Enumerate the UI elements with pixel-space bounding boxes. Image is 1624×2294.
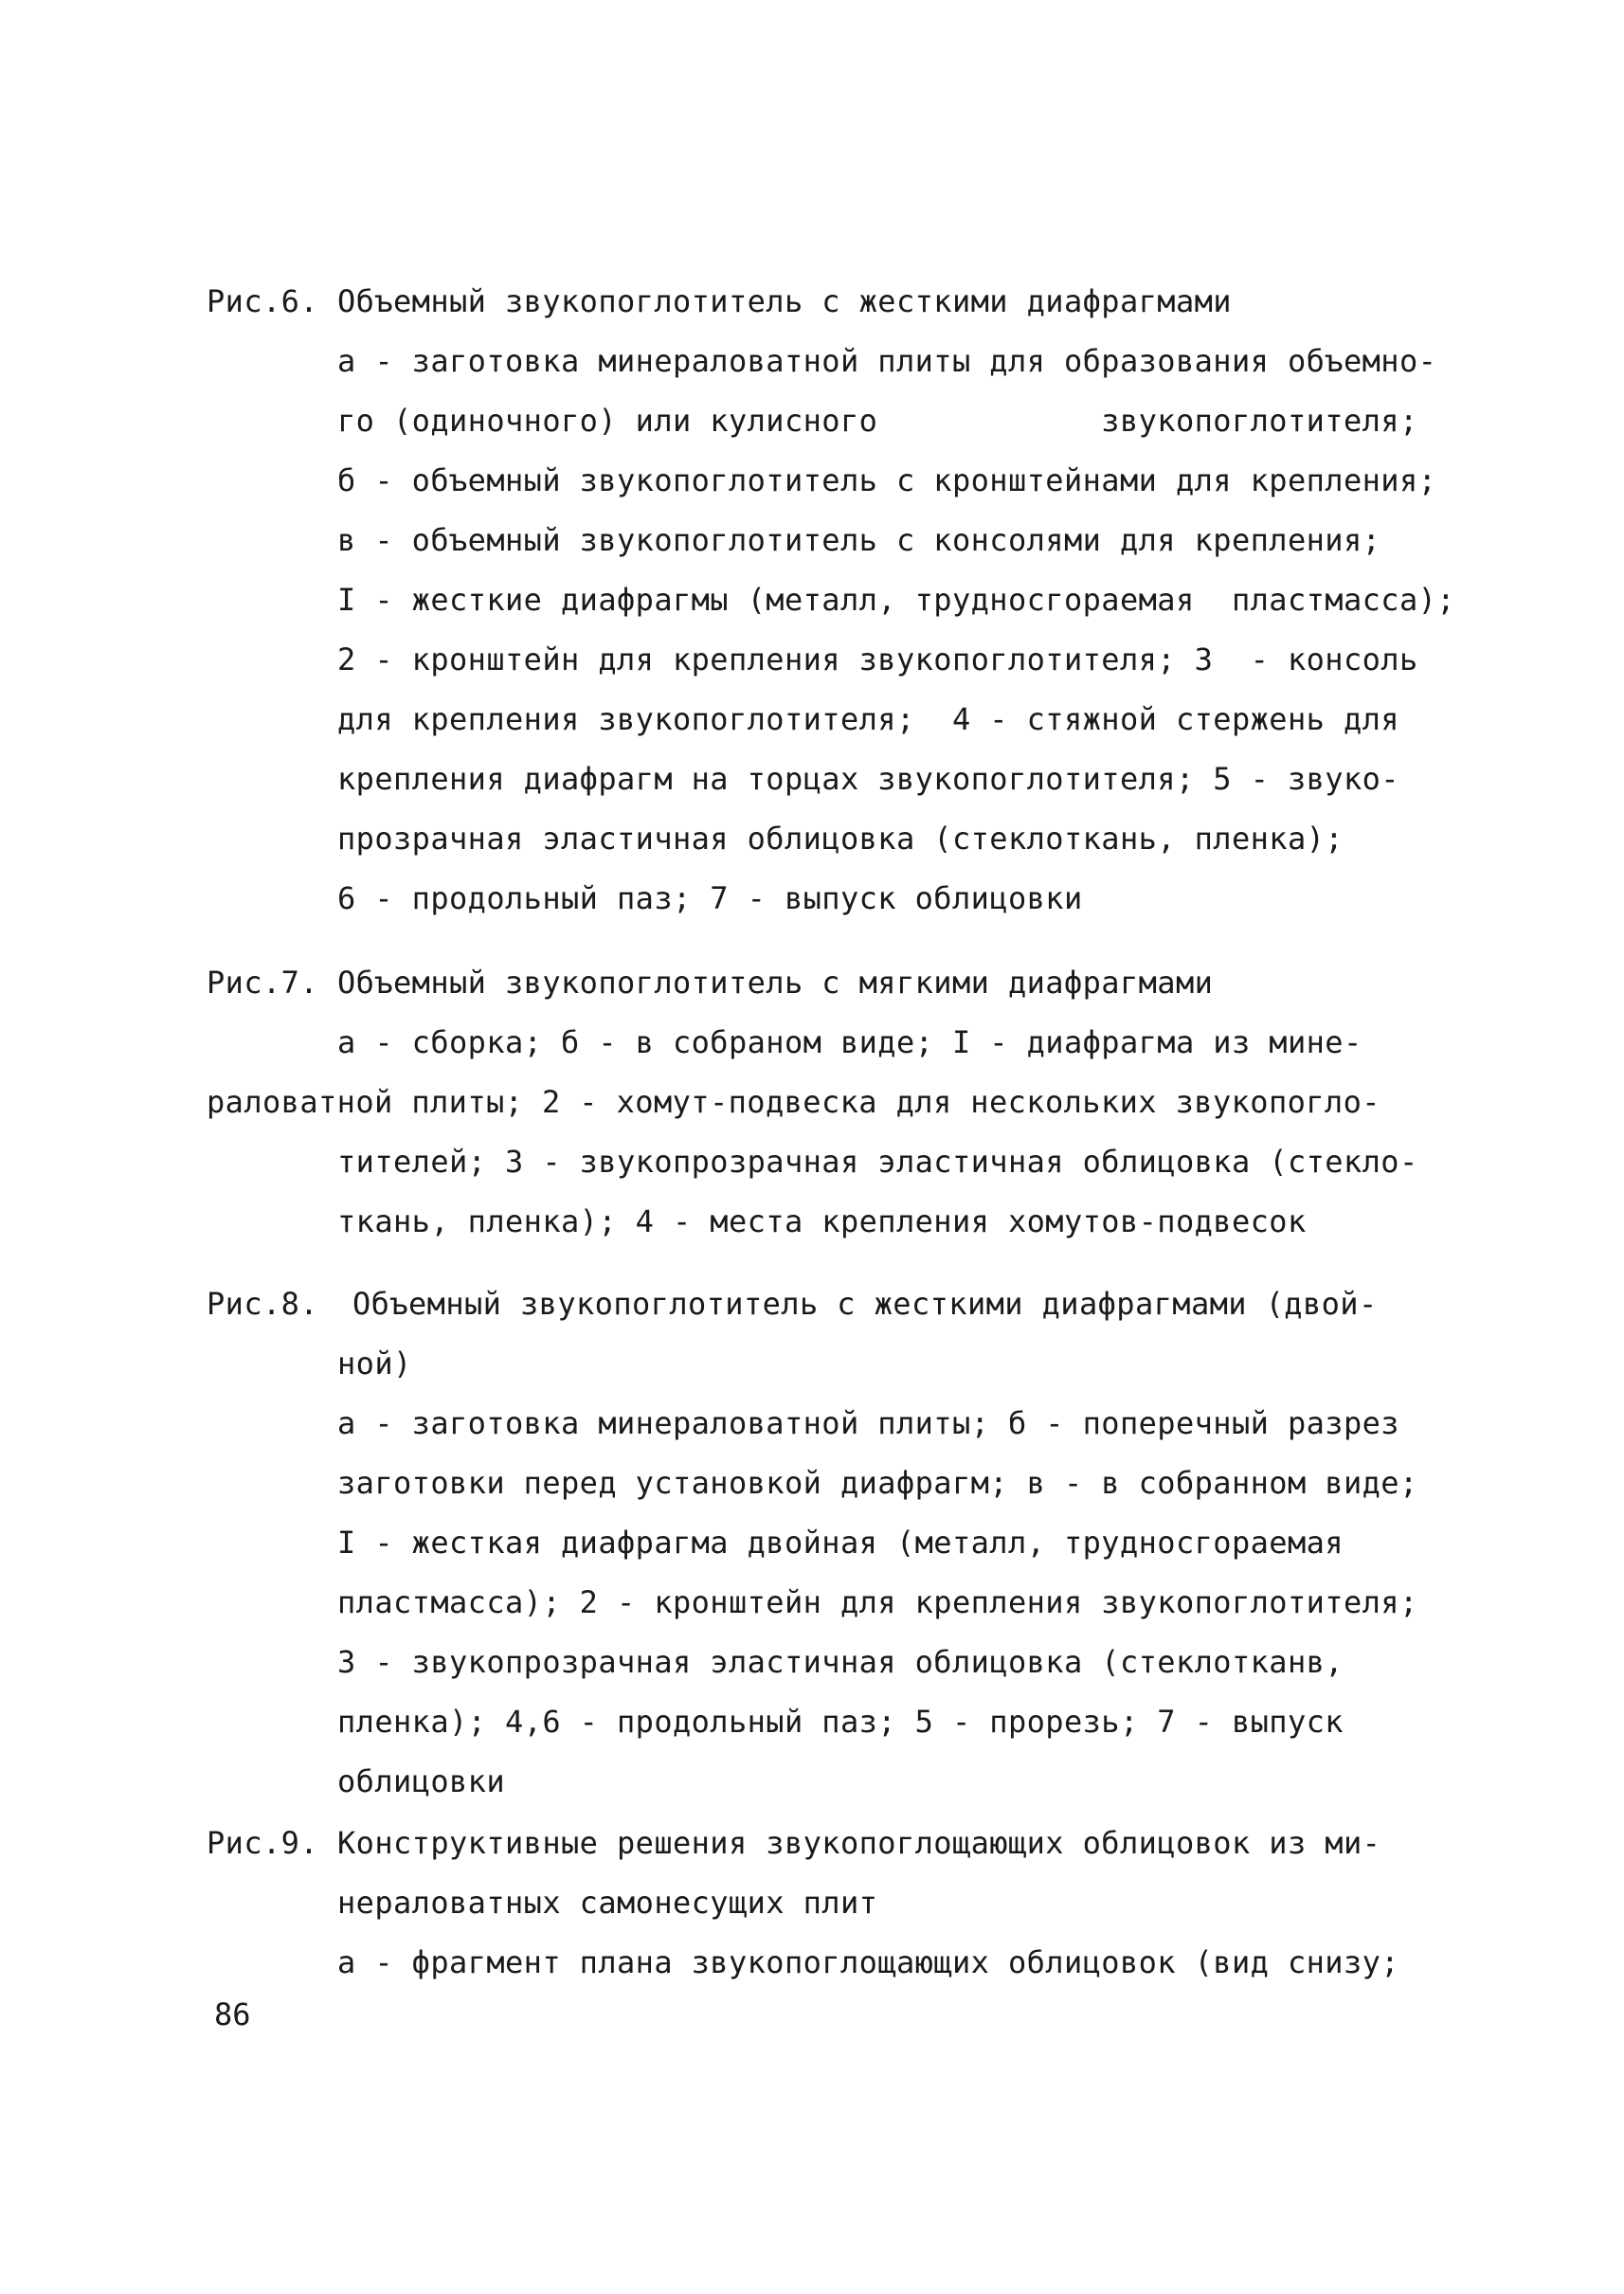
caption-label: Рис.8. [207,1286,318,1322]
caption-line: ной) [337,1346,412,1382]
caption-line: тителей; 3 - звукопрозрачная эластичная облицовка (стекло- [337,1144,1418,1180]
page-number: 86 [214,1996,251,2032]
caption-line: а - заготовка минераловатной плиты для образования объемно- [337,343,1437,379]
caption-title: Объемный звукопоглотитель с жесткими диафрагмами (двой- [352,1286,1378,1322]
caption-line: пластмасса); 2 - кронштейн для крепления звукопоглотителя; [337,1584,1418,1620]
caption-line: облицовки [337,1763,505,1799]
caption-line: а - сборка; б - в собраном виде; I - диафрагма из мине- [337,1024,1362,1060]
caption-title: Конструктивные решения звукопоглощающих облицовок из ми- [337,1825,1381,1861]
caption-line: а - фрагмент плана звукопоглощающих облицовок (вид снизу; [337,1944,1399,1980]
caption-line: I - жесткая диафрагма двойная (металл, трудносгораемая [337,1525,1344,1561]
caption-label: Рис.9. [207,1825,318,1861]
caption-line: в - объемный звукопоглотитель с консолями для крепления; [337,522,1381,558]
caption-line: ткань, пленка); 4 - места крепления хомутов-подвесок [337,1203,1307,1239]
caption-label: Рис.7. [207,965,318,1001]
caption-line: раловатной плиты; 2 - хомут-подвеска для нескольких звукопогло- [207,1084,1380,1120]
caption-line: для крепления звукопоглотителя; 4 - стяжной стержень для [337,701,1399,737]
caption-line: а - заготовка минераловатной плиты; б - поперечный разрез [337,1405,1399,1441]
caption-line: нераловатных самонесущих плит [337,1885,878,1921]
caption-label: Рис.6. [207,283,318,319]
caption-line: I - жесткие диафрагмы (металл, трудносгораемая пластмасса); [337,582,1455,618]
caption-line: крепления диафрагм на торцах звукопоглотителя; 5 - звуко- [337,761,1399,797]
caption-title: Объемный звукопоглотитель с мягкими диафрагмами [337,965,1214,1001]
caption-line: го (одиночного) или кулисного звукопоглотителя; [337,403,1418,439]
caption-line: прозрачная эластичная облицовка (стеклоткань, пленка); [337,821,1344,857]
caption-line: б - объемный звукопоглотитель с кронштейнами для крепления; [337,462,1437,498]
caption-line: 6 - продольный паз; 7 - выпуск облицовки [337,880,1083,916]
caption-line: пленка); 4,6 - продольный паз; 5 - прорезь; 7 - выпуск [337,1704,1344,1740]
caption-line: заготовки перед установкой диафрагм; в - в собранном виде; [337,1465,1418,1501]
caption-line: 3 - звукопрозрачная эластичная облицовка (стеклотканв, [337,1644,1344,1680]
caption-line: 2 - кронштейн для крепления звукопоглотителя; 3 - консоль [337,641,1418,677]
caption-title: Объемный звукопоглотитель с жесткими диафрагмами [337,283,1232,319]
